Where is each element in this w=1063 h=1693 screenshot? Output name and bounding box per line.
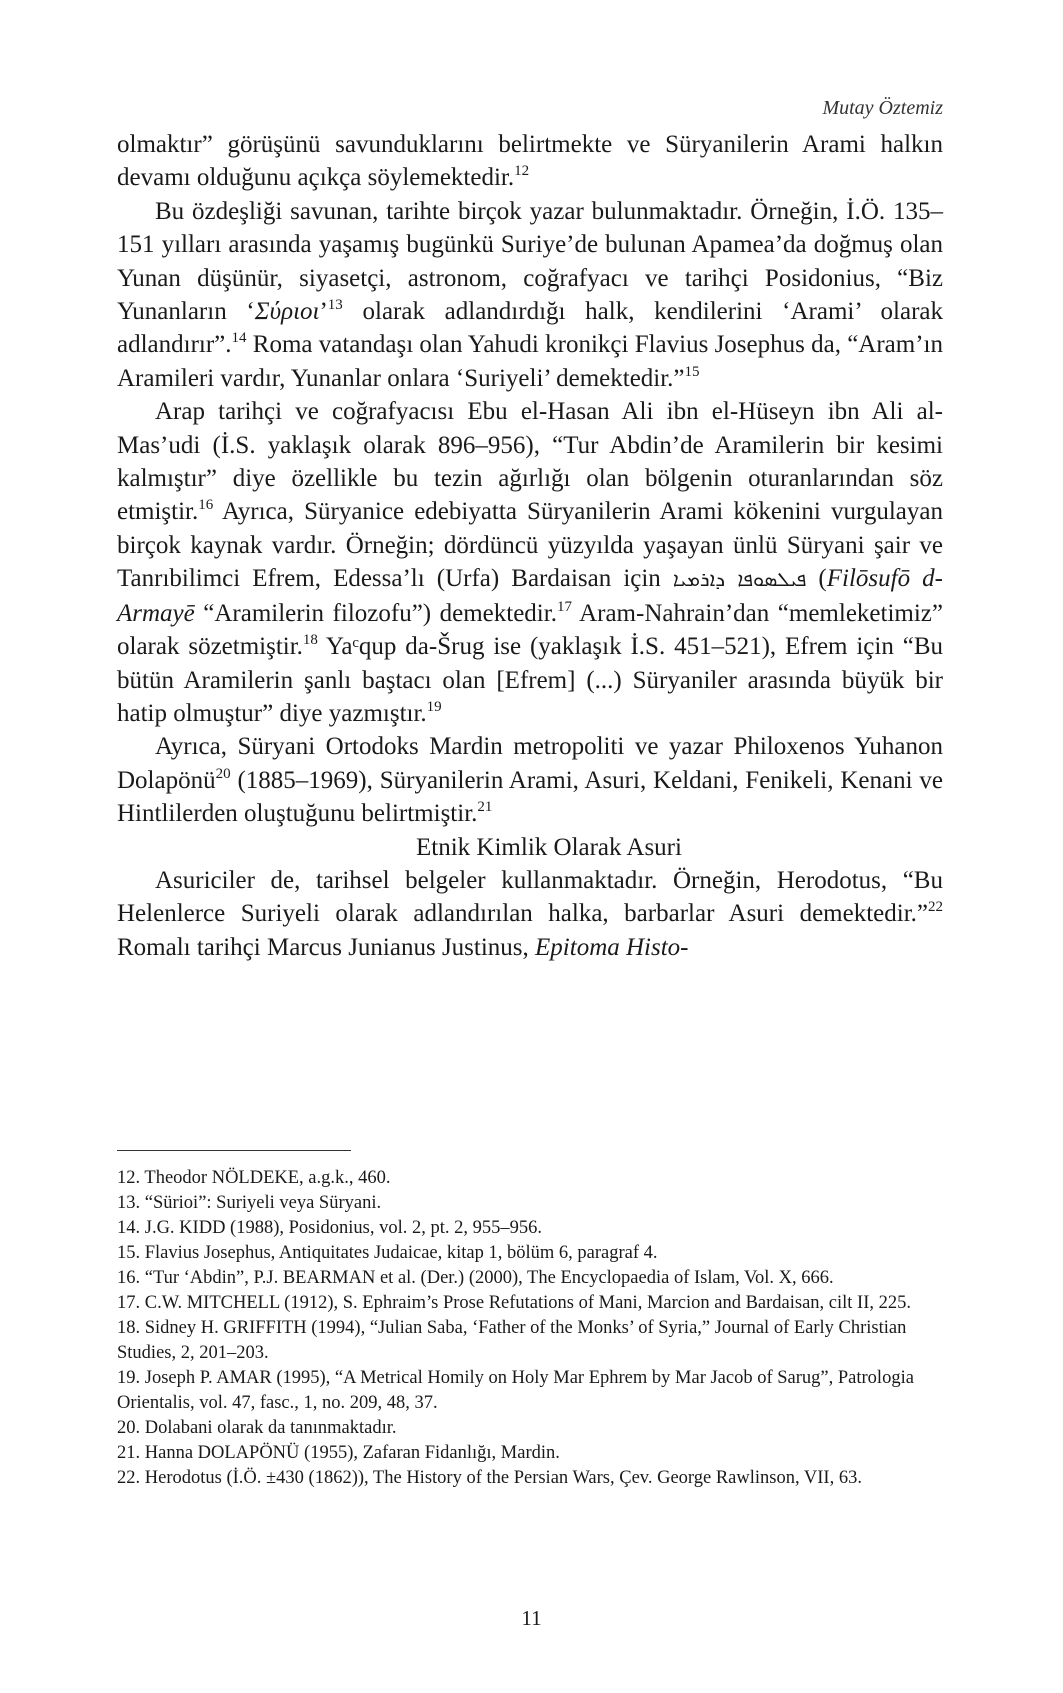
footnote-16: 16. “Tur ‘Abdin”, P.J. BEARMAN et al. (Der.) (2000), The Encyclopaedia of Islam, Vol. X, 666. — [117, 1268, 834, 1288]
footnote-17: 17. C.W. MITCHELL (1912), S. Ephraim’s Prose Refutations of Mani, Marcion and Bardaisan, cilt II, 225. — [117, 1293, 912, 1313]
footnote-15: 15. Flavius Josephus, Antiquitates Judaicae, kitap 1, bölüm 6, paragraf 4. — [117, 1243, 658, 1263]
paragraph-3 — [117, 395, 943, 730]
footnote-ref-13[interactable]: 13 — [327, 297, 343, 314]
paragraph-text: Yaᶜqup da-Šrug ise (yaklaşık İ.S. 451–521), Efrem için “Bu bütün Aramilerin şanlı baştacı olan [Efrem] (...) Süryaniler arasında büyük bir hatip olmuştur” diye yazmıştır. — [117, 633, 943, 727]
footnote-ref-15[interactable]: 15 — [684, 363, 700, 380]
footnote-ref-14[interactable]: 14 — [231, 330, 247, 347]
paragraph-text: Asuriciler de, tarihsel belgeler kullanmaktadır. Örneğin, Herodotus, “Bu Helenlerce Suriyeli olarak adlandırılan halka, barbarlar Asuri demektedir.” — [117, 866, 943, 928]
paragraph-text: olarak adlandırdığı halk, kendilerini ‘Arami’ olarak adlandırır”. — [117, 298, 943, 359]
footnote-divider — [117, 1150, 351, 1151]
footnote-13: 13. “Sürioi”: Suriyeli veya Süryani. — [117, 1193, 382, 1213]
paragraph-text: ( — [806, 565, 827, 593]
footnote-ref-19[interactable]: 19 — [426, 698, 442, 715]
paragraph-text: “Aramilerin filozofu”) demektedir. — [194, 599, 557, 627]
section-heading: Etnik Kimlik Olarak Asuri — [416, 833, 682, 861]
paragraph-text: ’ — [319, 298, 328, 326]
paragraph-text: Ayrıca, Süryanice edebiyatta Süryanilerin Arami kökenini vurgulayan birçok kaynak vardır. Örneğin; dördüncü yüzyılda yaşayan ünlü Süryani şair ve Tanrıbilimci Efrem, Edessa’lı (Urfa) Bardaisan için — [117, 498, 943, 593]
paragraph-text: Ayrıca, Süryani Ortodoks Mardin metropoliti ve yazar Philoxenos Yuhanon Dolapönü — [117, 733, 943, 794]
page-number: 11 — [521, 1606, 542, 1630]
footnote-22: 22. Herodotus (İ.Ö. ±430 (1862)), The History of the Persian Wars, Çev. George Rawlinson, VII, 63. — [117, 1468, 862, 1488]
paragraph-text: Bu özdeşliği savunan, tarihte birçok yazar bulunmaktadır. Örneğin, İ.Ö. 135–151 yılları arasında yaşamış bugünkü Suriye’de bulunan Apamea’da doğmuş olan Yunan düşünür, siyasetçi, astronom, coğrafyacı ve tarihçi Posidonius, “Biz Yunanların ‘ — [117, 197, 943, 326]
footnote-ref-16[interactable]: 16 — [198, 497, 214, 514]
paragraph-text: olmaktır” görüşünü savunduklarını belirtmekte ve Süryanilerin Arami halkın devamı olduğunu açıkça söylemektedir. — [117, 131, 943, 192]
footnote-12: 12. Theodor NÖLDEKE, a.g.k., 460. — [117, 1168, 391, 1188]
footnote-14: 14. J.G. KIDD (1988), Posidonius, vol. 2, pt. 2, 955–956. — [117, 1218, 542, 1238]
italic-title: Epitoma Histo- — [535, 933, 689, 961]
paragraph-text: Romalı tarihçi Marcus Junianus Justinus, — [117, 933, 536, 961]
paragraph-text: Roma vatandaşı olan Yahudi kronikçi Flavius Josephus da, “Aram’ın Aramileri vardır, Yunanlar onlara ‘Suriyeli’ demektedir.” — [117, 331, 943, 392]
paragraph-text: Arap tarihçi ve coğrafyacısı Ebu el-Hasan Ali ibn el-Hüseyn ibn Ali al-Mas’udi (İ.S. yaklaşık olarak 896–956), “Tur Abdin’de Aramilerin bir kesimi kalmıştır” diye özellikle bu tezin ağırlığı olan bölgenin oturanlarından söz etmiştir. — [117, 398, 943, 526]
footnote-ref-12[interactable]: 12 — [514, 163, 530, 180]
paragraph-1 — [117, 128, 943, 195]
body-text — [117, 128, 943, 964]
paragraph-5 — [117, 864, 943, 964]
footnotes — [117, 1166, 943, 1491]
paragraph-text: Aram-Nahrain’dan “memleketimiz” olarak sözetmiştir. — [117, 599, 943, 661]
footnote-21: 21. Hanna DOLAPÖNÜ (1955), Zafaran Fidanlığı, Mardin. — [117, 1443, 560, 1463]
footnote-ref-21[interactable]: 21 — [477, 799, 493, 816]
paragraph-4 — [117, 730, 943, 830]
footnote-ref-20[interactable]: 20 — [215, 765, 231, 782]
footnote-20: 20. Dolabani olarak da tanınmaktadır. — [117, 1418, 397, 1438]
footnote-ref-22[interactable]: 22 — [928, 899, 943, 916]
syriac-term: ܦܝܠܣܘܦܐ ܕܐܪܡܝܐ — [672, 567, 807, 592]
greek-term: Σύριοι — [254, 298, 320, 326]
running-head-author: Mutay Öztemiz — [822, 97, 943, 119]
footnote-18: 18. Sidney H. GRIFFITH (1994), “Julian Saba, ‘Father of the Monks’ of Syria,” Journal of Early Christian Studies, 2, 201–203. — [117, 1318, 907, 1363]
paragraph-text: (1885–1969), Süryanilerin Arami, Asuri, Keldani, Fenikeli, Kenani ve Hintlilerden oluştuğunu belirtmiştir. — [117, 766, 943, 828]
footnote-ref-18[interactable]: 18 — [302, 632, 318, 649]
paragraph-2 — [117, 195, 943, 395]
footnote-ref-17[interactable]: 17 — [556, 598, 572, 615]
italic-transliteration: Filōsufō d-Armayē — [117, 565, 943, 627]
footnote-19: 19. Joseph P. AMAR (1995), “A Metrical Homily on Holy Mar Ephrem by Mar Jacob of Sarug”, Patrologia Orientalis, vol. 47, fasc., 1, no. 209, 48, 37. — [117, 1368, 914, 1413]
